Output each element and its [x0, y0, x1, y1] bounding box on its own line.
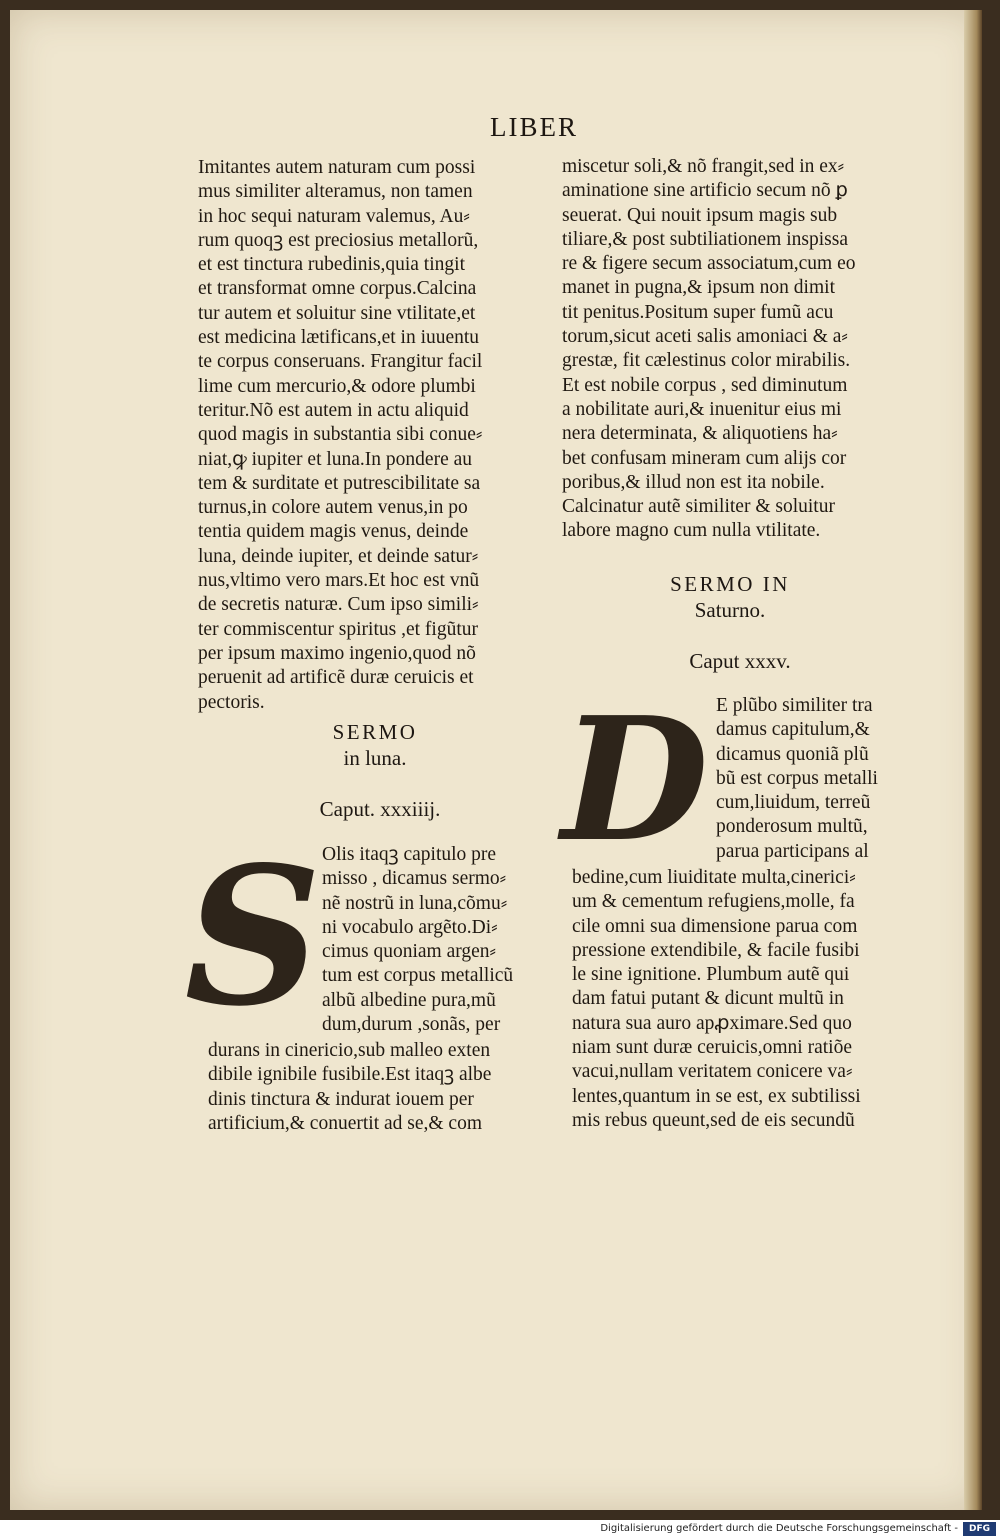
right-initial-text [716, 694, 916, 864]
text-line: vacui,nullam veritatem conicere va⸗ [572, 1061, 853, 1083]
page-edge [964, 10, 982, 1510]
left-text-bottom [208, 1039, 543, 1136]
text-line: artificium,& conuertit ad se,& com [208, 1112, 482, 1134]
left-text-top [198, 156, 543, 715]
left-column [198, 156, 543, 715]
text-line: mus similiter alteramus, non tamen [198, 181, 473, 203]
text-line: cile omni sua dimensione parua com [572, 915, 858, 937]
text-line: dicamus quoniã plũ [716, 743, 869, 765]
text-line: poribus,& illud non est ita nobile. [562, 471, 825, 493]
text-line: um & cementum refugiens,molle, fa [572, 891, 855, 913]
text-line: labore magno cum nulla vtilitate. [562, 520, 821, 542]
text-line: dinis tinctura & indurat iouem per [208, 1088, 474, 1110]
section-subtitle-luna: in luna. [343, 746, 407, 770]
text-line: mis rebus queunt,sed de eis secundũ [572, 1109, 855, 1131]
text-line: misso , dicamus sermo⸗ [322, 868, 507, 890]
text-line: pressione extendibile, & facile fusibi [572, 939, 860, 961]
text-line: nẽ nostrũ in luna,cõmu⸗ [322, 892, 508, 914]
text-line: et est tinctura rubedinis,quia tingit [198, 254, 465, 276]
decorated-initial-d: D [561, 680, 709, 880]
text-line: te corpus conseruans. Frangitur facil [198, 351, 483, 373]
text-line: bedine,cum liuiditate multa,cinerici⸗ [572, 867, 856, 888]
text-line: dibile ignibile fusibile.Est itaqꝫ albe [208, 1064, 492, 1086]
text-line: Et est nobile corpus , sed diminutum [562, 374, 848, 396]
text-line: dum,durum ,sonãs, per [322, 1014, 501, 1036]
text-line: est medicina lætificans,et in iuuentu [198, 327, 480, 349]
text-line: luna, deinde iupiter, et deinde satur⸗ [198, 545, 479, 567]
text-line: peruenit ad artificẽ duræ ceruicis et [198, 667, 474, 689]
text-line: ni vocabulo argẽto.Di⸗ [322, 916, 498, 938]
text-line: niat,ꝙ iupiter et luna.In pondere au [198, 448, 473, 470]
text-line: cimus quoniam argen⸗ [322, 941, 497, 963]
text-line: nera determinata, & aliquotiens ha⸗ [562, 423, 838, 445]
text-line: quod magis in substantia sibi conue⸗ [198, 424, 483, 446]
text-line: dam fatui putant & dicunt multũ in [572, 988, 844, 1010]
caput-heading-saturno: Caput xxxv. [689, 649, 791, 673]
footer-credit: Digitalisierung gefördert durch die Deutsche Forschungsgemeinschaft - [600, 1523, 958, 1534]
text-line: turnus,in colore autem venus,in po [198, 497, 468, 519]
text-line: teritur.Nõ est autem in actu aliquid [198, 399, 469, 421]
dfg-logo: DFG [963, 1522, 996, 1536]
right-column [562, 155, 912, 544]
text-line: grestæ, fit cælestinus color mirabilis. [562, 350, 851, 372]
decorated-initial-s: S [184, 824, 322, 1048]
text-line: tentia quidem magis venus, deinde [198, 521, 469, 543]
section-title-saturno: SERMO IN [670, 572, 790, 596]
text-line: tiliare,& post subtiliationem inspissa [562, 228, 848, 250]
text-line: Imitantes autem naturam cum possi [198, 157, 476, 178]
text-line: pectoris. [198, 691, 265, 713]
text-line: cum,liuidum, terreũ [716, 792, 871, 814]
section-subtitle-saturno: Saturno. [694, 598, 766, 622]
text-line: Calcinatur autẽ similiter & soluitur [562, 496, 835, 518]
text-line: E plũbo similiter tra [716, 695, 873, 716]
text-line: parua participans al [716, 840, 869, 862]
text-line: natura sua auro apꝓximare.Sed quo [572, 1012, 852, 1034]
text-line: nus,vltimo vero mars.Et hoc est vnũ [198, 570, 480, 592]
text-line: lentes,quantum in se est, ex subtilissi [572, 1085, 861, 1107]
text-line: seuerat. Qui nouit ipsum magis sub [562, 204, 838, 226]
text-line: durans in cinericio,sub malleo exten [208, 1040, 491, 1061]
text-line: Olis itaqꝫ capitulo pre [322, 844, 497, 865]
text-line: manet in pugna,& ipsum non dimit [562, 277, 835, 299]
text-line: ponderosum multũ, [716, 816, 868, 838]
text-line: tur autem et soluitur sine vtilitate,et [198, 302, 476, 324]
section-title-luna: SERMO [332, 720, 418, 744]
text-line: tum est corpus metallicũ [322, 965, 514, 987]
caput-heading-luna: Caput. xxxiiij. [319, 797, 441, 821]
text-line: bet confusam mineram cum alijs cor [562, 447, 847, 469]
text-line: rum quoqꝫ est preciosius metallorũ, [198, 229, 479, 251]
text-line: miscetur soli,& nõ frangit,sed in ex⸗ [562, 156, 845, 177]
text-line: le sine ignitione. Plumbum autẽ qui [572, 964, 850, 986]
text-line: albũ albedine pura,mũ [322, 989, 496, 1011]
text-line: tit penitus.Positum super fumũ acu [562, 301, 834, 323]
running-title: LIBER [490, 112, 578, 142]
text-line: ter commiscentur spiritus ,et figũtur [198, 618, 478, 640]
text-line: lime cum mercurio,& odore plumbi [198, 375, 476, 397]
text-line: tem & surditate et putrescibilitate sa [198, 472, 481, 494]
text-line: bũ est corpus metalli [716, 767, 878, 789]
text-line: a nobilitate auri,& inuenitur eius mi [562, 398, 842, 420]
digitization-footer [0, 1520, 1000, 1538]
right-text-bottom [572, 866, 912, 1133]
left-initial-text [322, 843, 542, 1037]
text-line: torum,sicut aceti salis amoniaci & a⸗ [562, 326, 848, 348]
text-line: in hoc sequi naturam valemus, Au⸗ [198, 205, 470, 227]
text-line: niam sunt duræ ceruicis,omni ratiõe [572, 1037, 852, 1059]
text-line: per ipsum maximo ingenio,quod nõ [198, 642, 476, 664]
text-line: aminatione sine artificio secum nõ ꝑ [562, 180, 848, 202]
text-line: damus capitulum,& [716, 719, 870, 741]
text-line: et transformat omne corpus.Calcina [198, 278, 477, 300]
text-line: de secretis naturæ. Cum ipso simili⸗ [198, 594, 479, 616]
text-line: re & figere secum associatum,cum eo [562, 253, 856, 275]
